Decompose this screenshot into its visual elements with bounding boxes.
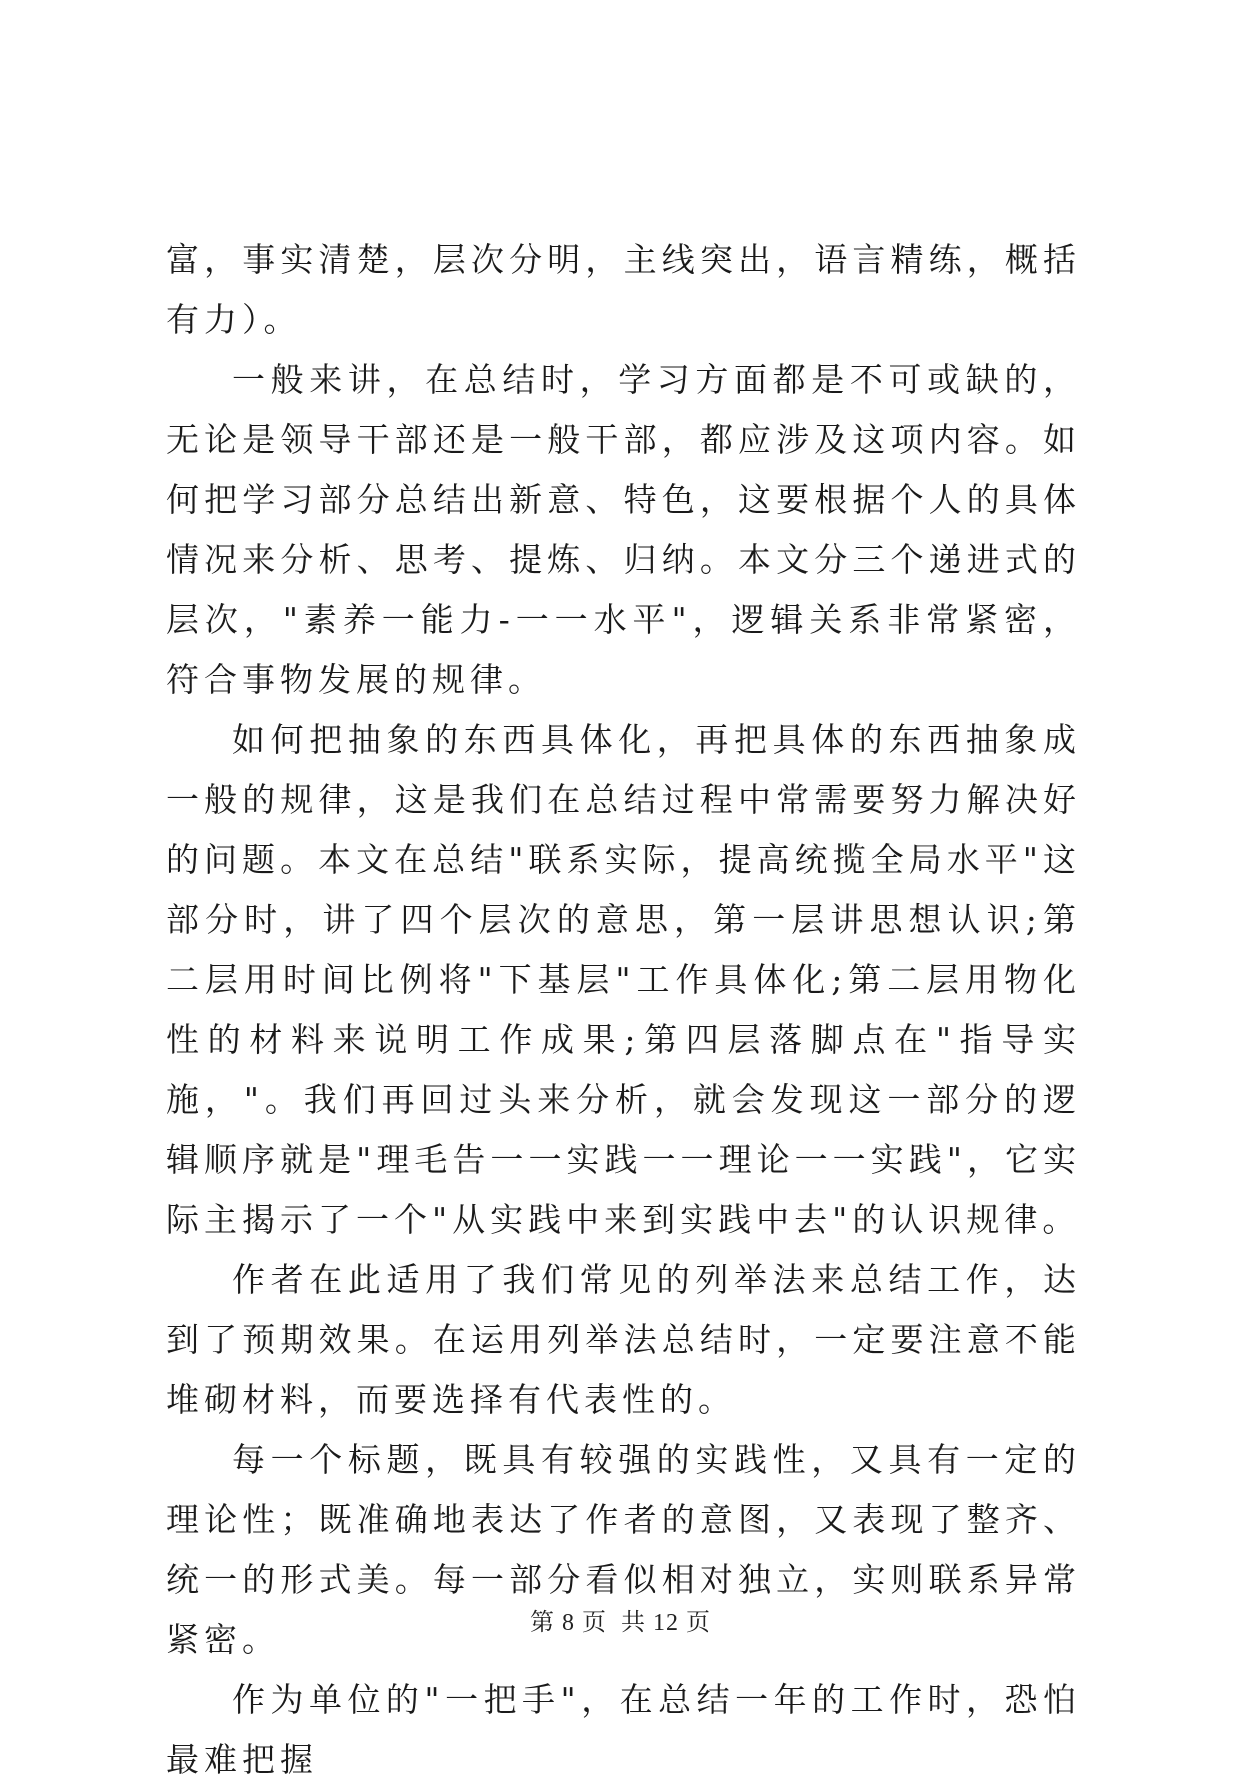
document-body (166, 230, 1081, 1790)
paragraph-3: 如何把抽象的东西具体化，再把具体的东西抽象成一般的规律，这是我们在总结过程中常需要努力解决好的问题。本文在总结"联系实际，提高统揽全局水平"这部分时，讲了四个层次的意思，第一层讲思想认识;第二层用时间比例将"下基层"工作具体化;第二层用物化性的材料来说明工作成果;第四层落脚点在"指导实施，"。我们再回过头来分析，就会发现这一部分的逻辑顺序就是"理毛告一一实践一一理论一一实践"，它实际主揭示了一个"从实践中来到实践中去"的认识规律。 (166, 720, 1081, 1239)
paragraph-6: 作为单位的"一把手"，在总结一年的工作时，恐怕最难把握 (166, 1680, 1081, 1779)
paragraph-5: 每一个标题，既具有较强的实践性，又具有一定的理论性；既准确地表达了作者的意图，又表现了整齐、统一的形式美。每一部分看似相对独立，实则联系异常紧密。 (166, 1440, 1081, 1659)
paragraph-2: 一般来讲，在总结时，学习方面都是不可或缺的，无论是领导干部还是一般干部，都应涉及这项内容。如何把学习部分总结出新意、特色，这要根据个人的具体情况来分析、思考、提炼、归纳。本文分三个递进式的层次，"素养一能力-一一水平"，逻辑关系非常紧密，符合事物发展的规律。 (166, 360, 1081, 699)
paragraph-1: 富，事实清楚，层次分明，主线突出，语言精练，概括有力）。 (166, 240, 1081, 339)
page-number-label: 第 8 页 共 12 页 (530, 1610, 711, 1636)
paragraph-4: 作者在此适用了我们常见的列举法来总结工作，达到了预期效果。在运用列举法总结时，一定要注意不能堆砌材料，而要选择有代表性的。 (166, 1260, 1081, 1419)
page-footer (0, 1602, 1241, 1637)
